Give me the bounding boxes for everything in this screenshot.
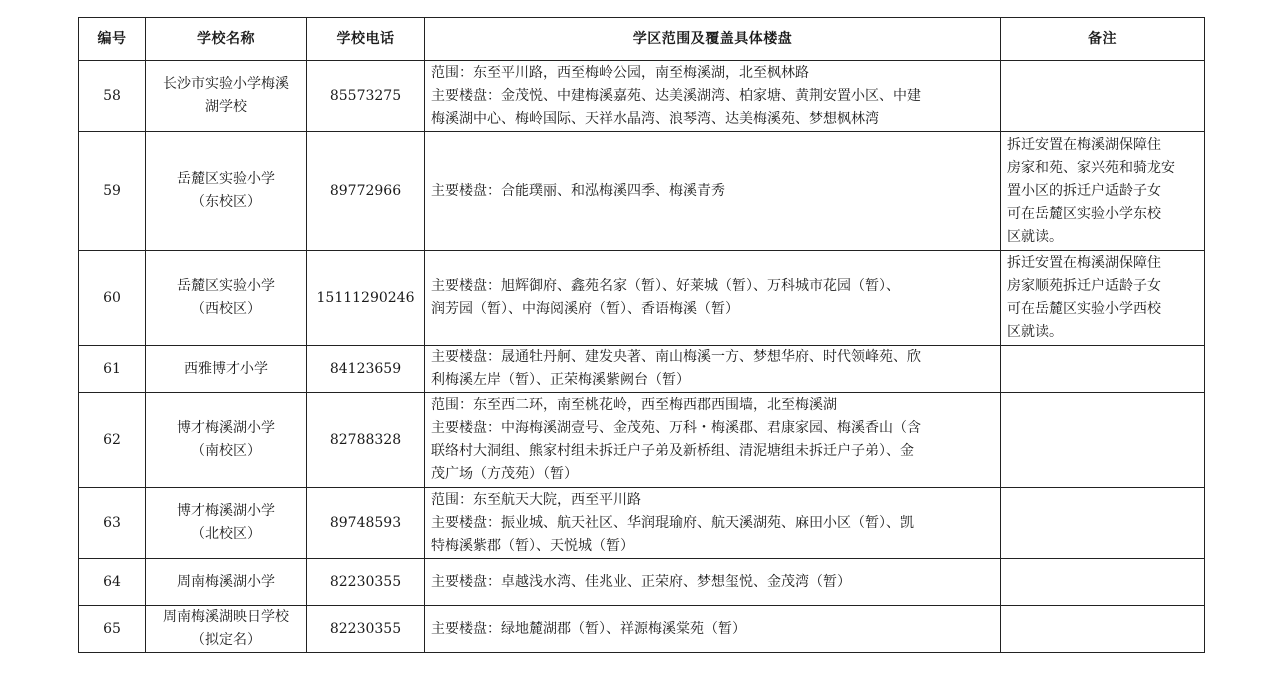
school-name-line: 周南梅溪湖小学 bbox=[177, 573, 275, 590]
table-row bbox=[79, 61, 1205, 132]
cell-school-phone: 85573275 bbox=[307, 61, 425, 132]
school-name-line: 博才梅溪湖小学 bbox=[177, 420, 275, 436]
table-row bbox=[79, 606, 1205, 653]
cell-school-phone: 84123659 bbox=[307, 346, 425, 393]
school-name-line: 博才梅溪湖小学 bbox=[177, 503, 275, 519]
cell-remarks bbox=[1001, 488, 1205, 559]
cell-number: 58 bbox=[79, 61, 146, 132]
header-number: 编号 bbox=[79, 18, 146, 61]
table-row bbox=[79, 346, 1205, 393]
cell-district-scope bbox=[425, 488, 1001, 559]
district-scope-line: 主要楼盘：绿地麓湖郡（暂）、祥源梅溪棠苑（暂） bbox=[431, 620, 746, 637]
cell-school-phone: 89748593 bbox=[307, 488, 425, 559]
table-body bbox=[79, 61, 1205, 653]
cell-remarks bbox=[1001, 393, 1205, 488]
cell-number: 65 bbox=[79, 606, 146, 653]
district-scope-line: 主要楼盘：振业城、航天社区、华润琨瑜府、航天溪湖苑、麻田小区（暂）、凯 bbox=[431, 514, 914, 531]
cell-number: 62 bbox=[79, 393, 146, 488]
remarks-line: 区就读。 bbox=[1007, 228, 1063, 245]
table-header-row bbox=[79, 18, 1205, 61]
district-scope-line: 主要楼盘：晟通牡丹舸、建发央著、南山梅溪一方、梦想华府、时代领峰苑、欣 bbox=[431, 349, 921, 365]
header-remarks: 备注 bbox=[1001, 18, 1205, 61]
district-scope-line: 利梅溪左岸（暂）、正荣梅溪紫阙台（暂） bbox=[431, 372, 690, 388]
cell-school-name bbox=[146, 559, 307, 606]
cell-number: 64 bbox=[79, 559, 146, 606]
remarks-line: 拆迁安置在梅溪湖保障住 bbox=[1007, 255, 1161, 271]
cell-number: 59 bbox=[79, 132, 146, 251]
cell-district-scope bbox=[425, 559, 1001, 606]
school-name-line: 湖学校 bbox=[205, 99, 247, 115]
header-school-phone: 学校电话 bbox=[307, 18, 425, 61]
school-name-line: （东校区） bbox=[191, 194, 261, 210]
remarks-line: 房家顺苑拆迁户适龄子女 bbox=[1007, 278, 1161, 294]
header-school-name: 学校名称 bbox=[146, 18, 307, 61]
cell-remarks bbox=[1001, 346, 1205, 393]
school-name-line: 岳麓区实验小学 bbox=[177, 278, 275, 294]
cell-number: 61 bbox=[79, 346, 146, 393]
cell-school-name bbox=[146, 251, 307, 346]
table-row bbox=[79, 488, 1205, 559]
school-name-line: 西雅博才小学 bbox=[184, 360, 268, 377]
cell-remarks bbox=[1001, 61, 1205, 132]
district-scope-line: 范围：东至平川路，西至梅岭公园，南至梅溪湖，北至枫林路 bbox=[431, 64, 809, 81]
school-district-table bbox=[78, 17, 1205, 653]
school-name-line: （北校区） bbox=[191, 526, 261, 542]
cell-school-phone: 89772966 bbox=[307, 132, 425, 251]
cell-remarks bbox=[1001, 251, 1205, 346]
cell-school-name bbox=[146, 346, 307, 393]
cell-school-phone: 82230355 bbox=[307, 606, 425, 653]
cell-district-scope bbox=[425, 61, 1001, 132]
district-scope-line: 茂广场（方茂苑）（暂） bbox=[431, 466, 578, 482]
header-district-scope: 学区范围及覆盖具体楼盘 bbox=[425, 18, 1001, 61]
cell-school-name bbox=[146, 393, 307, 488]
school-name-line: （南校区） bbox=[191, 443, 261, 459]
cell-school-phone: 82230355 bbox=[307, 559, 425, 606]
cell-school-phone: 82788328 bbox=[307, 393, 425, 488]
cell-district-scope bbox=[425, 393, 1001, 488]
cell-school-name bbox=[146, 488, 307, 559]
district-scope-line: 范围：东至西二环，南至桃花岭，西至梅西郡西围墙，北至梅溪湖 bbox=[431, 397, 837, 413]
cell-number: 60 bbox=[79, 251, 146, 346]
district-scope-line: 润芳园（暂）、中海阅溪府（暂）、香语梅溪（暂） bbox=[431, 301, 739, 317]
cell-district-scope bbox=[425, 251, 1001, 346]
table-row bbox=[79, 559, 1205, 606]
table-row bbox=[79, 132, 1205, 251]
cell-district-scope bbox=[425, 132, 1001, 251]
cell-remarks bbox=[1001, 559, 1205, 606]
cell-school-phone: 15111290246 bbox=[307, 251, 425, 346]
table-row bbox=[79, 251, 1205, 346]
cell-remarks bbox=[1001, 606, 1205, 653]
remarks-line: 房家和苑、家兴苑和骑龙安 bbox=[1007, 159, 1175, 176]
remarks-line: 可在岳麓区实验小学西校 bbox=[1007, 301, 1161, 317]
district-scope-line: 主要楼盘：合能璞丽、和泓梅溪四季、梅溪青秀 bbox=[431, 182, 725, 199]
district-scope-line: 主要楼盘：中海梅溪湖壹号、金茂苑、万科・梅溪郡、君康家园、梅溪香山（含 bbox=[431, 420, 921, 436]
cell-remarks bbox=[1001, 132, 1205, 251]
school-name-line: 岳麓区实验小学 bbox=[177, 171, 275, 187]
cell-number: 63 bbox=[79, 488, 146, 559]
district-scope-line: 范围：东至航天大院，西至平川路 bbox=[431, 491, 641, 508]
cell-district-scope bbox=[425, 346, 1001, 393]
district-scope-line: 梅溪湖中心、梅岭国际、天祥水晶湾、浪琴湾、达美梅溪苑、梦想枫林湾 bbox=[431, 110, 879, 127]
district-scope-line: 主要楼盘：卓越浅水湾、佳兆业、正荣府、梦想玺悦、金茂湾（暂） bbox=[431, 573, 851, 590]
district-scope-line: 主要楼盘：金茂悦、中建梅溪嘉苑、达美溪湖湾、柏家塘、黄荆安置小区、中建 bbox=[431, 87, 921, 104]
district-scope-line: 特梅溪紫郡（暂）、天悦城（暂） bbox=[431, 537, 634, 554]
table-row bbox=[79, 393, 1205, 488]
cell-school-name bbox=[146, 606, 307, 653]
cell-district-scope bbox=[425, 606, 1001, 653]
district-scope-line: 主要楼盘：旭辉御府、鑫苑名家（暂）、好莱城（暂）、万科城市花园（暂）、 bbox=[431, 278, 900, 294]
cell-school-name bbox=[146, 132, 307, 251]
cell-school-name bbox=[146, 61, 307, 132]
remarks-line: 拆迁安置在梅溪湖保障住 bbox=[1007, 136, 1161, 153]
district-scope-line: 联络村大洞组、熊家村组未拆迁户子弟及新桥组、清泥塘组未拆迁户子弟）、金 bbox=[431, 443, 914, 459]
remarks-line: 置小区的拆迁户适龄子女 bbox=[1007, 182, 1161, 199]
school-name-line: （拟定名） bbox=[191, 632, 261, 648]
remarks-line: 区就读。 bbox=[1007, 324, 1063, 340]
school-name-line: 长沙市实验小学梅溪 bbox=[163, 76, 289, 92]
remarks-line: 可在岳麓区实验小学东校 bbox=[1007, 205, 1161, 222]
school-name-line: （西校区） bbox=[191, 301, 261, 317]
school-name-line: 周南梅溪湖映日学校 bbox=[163, 609, 289, 625]
